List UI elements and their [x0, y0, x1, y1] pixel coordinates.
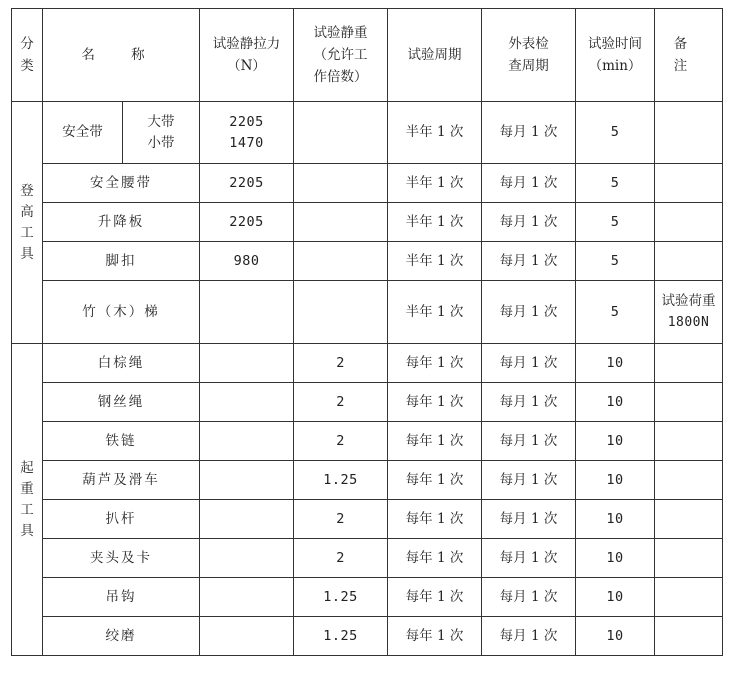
table-row — [12, 383, 723, 422]
remarks-cell — [655, 461, 723, 500]
table-row — [12, 617, 723, 656]
header-line: （允许工 — [313, 47, 368, 63]
item-name: 葫芦及滑车 — [43, 461, 200, 500]
static-tension-cell: 2205 — [200, 164, 294, 203]
check-period-cell: 每月 1 次 — [482, 461, 576, 500]
test-period-cell: 半年 1 次 — [388, 102, 482, 164]
tension-value: 2205 — [229, 113, 264, 130]
item-subtypes — [123, 102, 200, 164]
category-char: 工 — [20, 224, 34, 241]
table-row — [12, 500, 723, 539]
header-line: 查周期 — [508, 58, 549, 74]
test-time-cell: 5 — [576, 164, 655, 203]
header-category-line: 类 — [20, 58, 34, 74]
static-tension-cell — [200, 617, 294, 656]
table-row — [12, 102, 723, 164]
table-row — [12, 164, 723, 203]
static-weight-cell: 1.25 — [294, 617, 388, 656]
item-name: 夹头及卡 — [43, 539, 200, 578]
test-time-cell: 10 — [576, 344, 655, 383]
header-line: 试验静重 — [313, 25, 368, 41]
test-time-cell: 5 — [576, 242, 655, 281]
static-weight-cell: 2 — [294, 422, 388, 461]
test-period-cell: 半年 1 次 — [388, 203, 482, 242]
remark-line: 试验荷重 — [661, 293, 716, 309]
check-period-cell: 每月 1 次 — [482, 203, 576, 242]
table-row — [12, 344, 723, 383]
test-period-cell: 每年 1 次 — [388, 344, 482, 383]
test-time-cell: 10 — [576, 461, 655, 500]
header-static-tension — [200, 9, 294, 102]
check-period-cell: 每月 1 次 — [482, 422, 576, 461]
remarks-cell — [655, 422, 723, 461]
header-category-line: 分 — [20, 36, 34, 52]
static-weight-cell: 2 — [294, 539, 388, 578]
test-period-cell: 每年 1 次 — [388, 617, 482, 656]
static-tension-cell — [200, 102, 294, 164]
header-remarks: 备 注 — [655, 9, 723, 102]
item-name: 白棕绳 — [43, 344, 200, 383]
header-line: 外表检 — [508, 36, 549, 52]
check-period-cell: 每月 1 次 — [482, 281, 576, 344]
static-tension-cell: 980 — [200, 242, 294, 281]
check-period-cell: 每月 1 次 — [482, 344, 576, 383]
header-row — [12, 9, 723, 102]
test-period-cell: 半年 1 次 — [388, 242, 482, 281]
header-line: 试验时间 — [588, 36, 643, 52]
item-name: 铁链 — [43, 422, 200, 461]
static-tension-cell — [200, 422, 294, 461]
category-char: 具 — [20, 245, 34, 262]
table-row — [12, 242, 723, 281]
item-name: 扒杆 — [43, 500, 200, 539]
static-tension-cell — [200, 578, 294, 617]
category-char: 重 — [20, 480, 34, 497]
item-subtype: 大带 — [147, 113, 175, 130]
test-period-cell: 每年 1 次 — [388, 422, 482, 461]
category-char: 工 — [20, 501, 34, 518]
table-row — [12, 539, 723, 578]
tension-value: 1470 — [229, 134, 264, 151]
test-time-cell: 5 — [576, 102, 655, 164]
remark-line: 1800N — [667, 315, 710, 330]
table-row — [12, 461, 723, 500]
test-time-cell: 10 — [576, 422, 655, 461]
header-name: 名 称 — [43, 9, 200, 102]
item-name: 脚扣 — [43, 242, 200, 281]
table-row — [12, 422, 723, 461]
check-period-cell: 每月 1 次 — [482, 500, 576, 539]
check-period-cell: 每月 1 次 — [482, 539, 576, 578]
test-time-cell: 10 — [576, 500, 655, 539]
header-static-weight — [294, 9, 388, 102]
test-period-cell: 半年 1 次 — [388, 281, 482, 344]
test-period-cell: 每年 1 次 — [388, 500, 482, 539]
test-time-cell: 10 — [576, 578, 655, 617]
category-cell — [12, 344, 43, 656]
item-name: 升降板 — [43, 203, 200, 242]
static-tension-cell — [200, 281, 294, 344]
static-tension-cell — [200, 383, 294, 422]
static-weight-cell: 1.25 — [294, 578, 388, 617]
check-period-cell: 每月 1 次 — [482, 578, 576, 617]
test-period-cell: 每年 1 次 — [388, 461, 482, 500]
category-char: 具 — [20, 522, 34, 539]
static-weight-cell — [294, 164, 388, 203]
check-period-cell: 每月 1 次 — [482, 383, 576, 422]
item-name: 吊钩 — [43, 578, 200, 617]
remarks-cell — [655, 102, 723, 164]
remarks-cell — [655, 578, 723, 617]
test-time-cell: 10 — [576, 383, 655, 422]
test-period-cell: 每年 1 次 — [388, 383, 482, 422]
static-weight-cell — [294, 102, 388, 164]
check-period-cell: 每月 1 次 — [482, 617, 576, 656]
check-period-cell: 每月 1 次 — [482, 102, 576, 164]
static-tension-cell — [200, 461, 294, 500]
category-char: 登 — [20, 182, 34, 199]
header-line: 试验静拉力 — [212, 36, 281, 52]
static-tension-cell — [200, 539, 294, 578]
remarks-cell — [655, 344, 723, 383]
check-period-cell: 每月 1 次 — [482, 242, 576, 281]
header-visual-check-period — [482, 9, 576, 102]
tool-test-table — [11, 8, 723, 656]
static-weight-cell: 1.25 — [294, 461, 388, 500]
static-weight-cell — [294, 242, 388, 281]
static-weight-cell — [294, 203, 388, 242]
header-line: （min） — [588, 58, 642, 74]
item-name: 钢丝绳 — [43, 383, 200, 422]
test-period-cell: 半年 1 次 — [388, 164, 482, 203]
static-weight-cell: 2 — [294, 344, 388, 383]
remarks-cell — [655, 617, 723, 656]
remarks-cell — [655, 500, 723, 539]
table-row — [12, 281, 723, 344]
group-climbing-tools — [12, 102, 723, 344]
category-char: 高 — [20, 203, 34, 220]
table-header — [12, 9, 723, 102]
check-period-cell: 每月 1 次 — [482, 164, 576, 203]
static-tension-cell — [200, 344, 294, 383]
test-time-cell: 5 — [576, 203, 655, 242]
remarks-cell — [655, 203, 723, 242]
header-category — [12, 9, 43, 102]
category-char: 起 — [20, 459, 34, 476]
static-weight-cell: 2 — [294, 383, 388, 422]
table-row — [12, 203, 723, 242]
remarks-cell — [655, 164, 723, 203]
remarks-cell — [655, 281, 723, 344]
header-test-period: 试验周期 — [388, 9, 482, 102]
test-time-cell: 10 — [576, 539, 655, 578]
item-name: 绞磨 — [43, 617, 200, 656]
category-cell — [12, 102, 43, 344]
test-period-cell: 每年 1 次 — [388, 539, 482, 578]
test-time-cell: 5 — [576, 281, 655, 344]
header-line: 作倍数） — [313, 69, 368, 85]
item-name: 安全带 — [43, 102, 123, 164]
group-lifting-tools — [12, 344, 723, 656]
remarks-cell — [655, 242, 723, 281]
item-name: 竹（木）梯 — [43, 281, 200, 344]
header-test-time — [576, 9, 655, 102]
static-tension-cell — [200, 500, 294, 539]
item-subtype: 小带 — [147, 134, 175, 151]
remarks-cell — [655, 383, 723, 422]
item-name: 安全腰带 — [43, 164, 200, 203]
test-time-cell: 10 — [576, 617, 655, 656]
static-weight-cell — [294, 281, 388, 344]
static-tension-cell: 2205 — [200, 203, 294, 242]
header-line: （N） — [227, 58, 266, 74]
static-weight-cell: 2 — [294, 500, 388, 539]
table-row — [12, 578, 723, 617]
test-period-cell: 每年 1 次 — [388, 578, 482, 617]
remarks-cell — [655, 539, 723, 578]
